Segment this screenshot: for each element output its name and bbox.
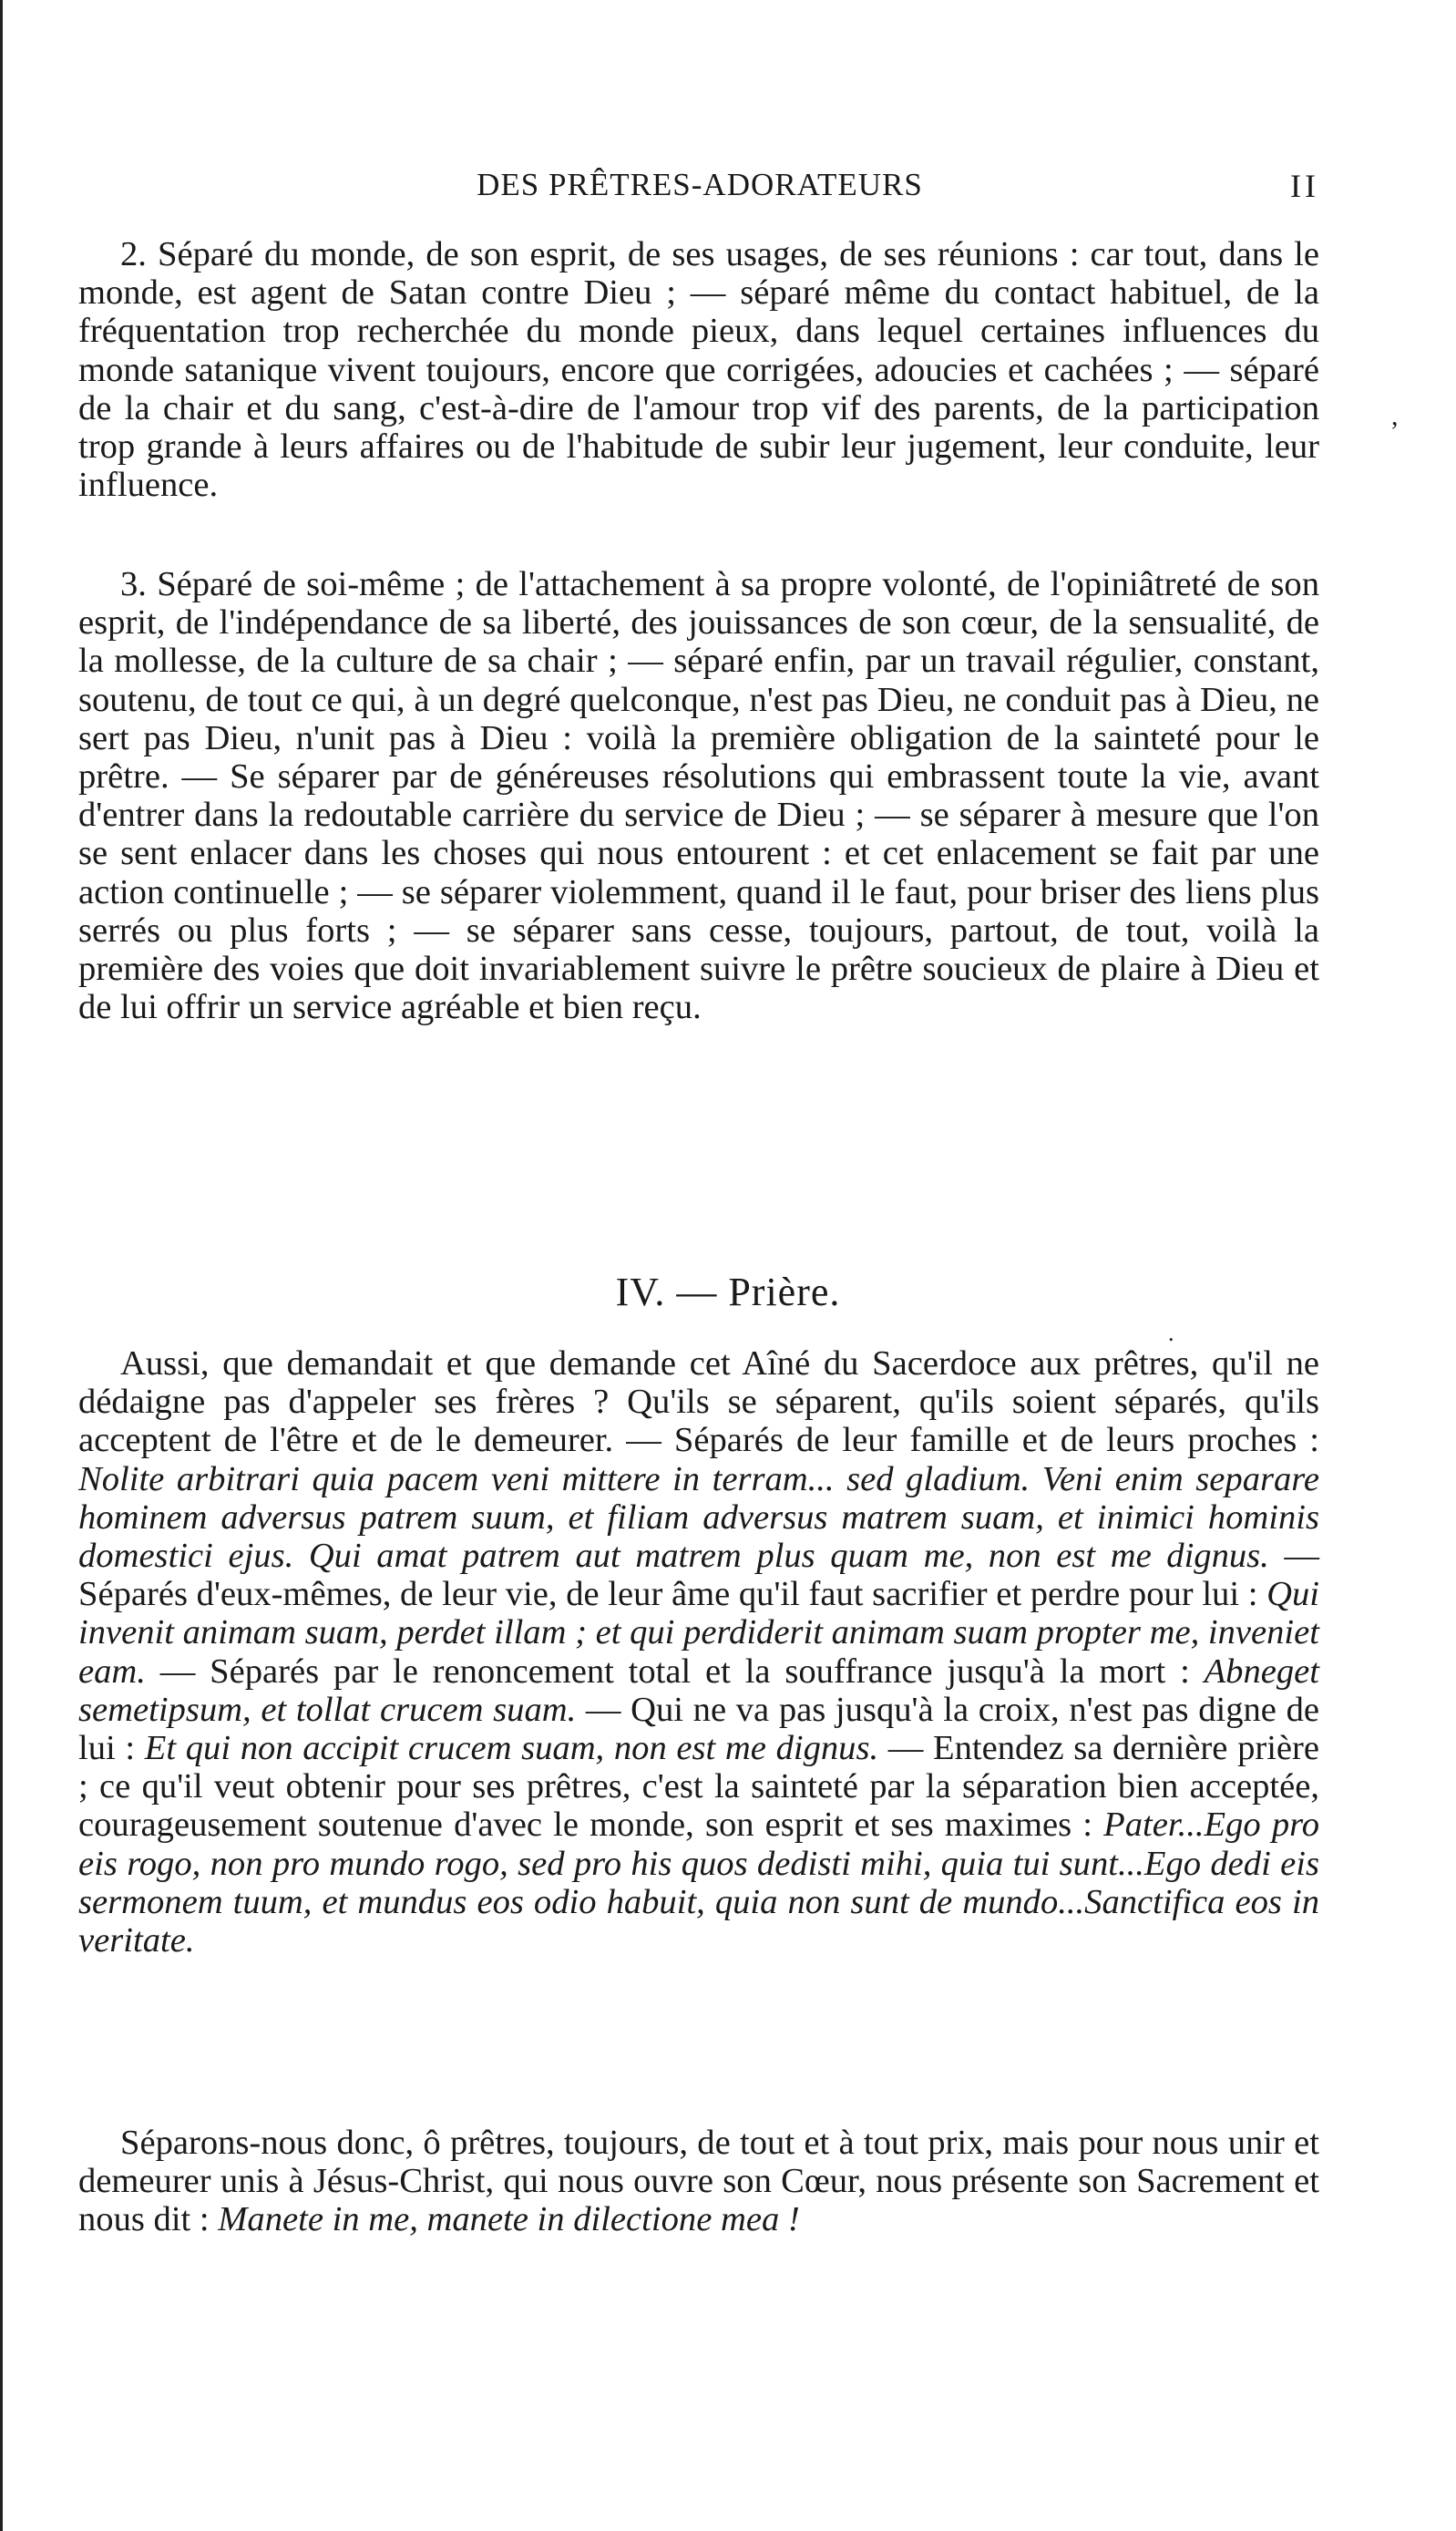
paragraph-3: 3. Séparé de soi-même ; de l'attachement à sa propre volonté, de l'opiniâtreté de son esprit, de l'indépendance de sa liberté, des jouissances de son cœur, de la sensualité, de la mollesse, de la culture de sa chair ; — séparé enfin, par un travail régulier, constant, soutenu, de tout ce qui, à un degré quelconque, n'est pas Dieu, ne conduit pas à Dieu, ne sert pas Dieu, n'unit pas à Dieu : voilà la première obligation de la sainteté pour le prêtre. — Se séparer par de généreuses résolutions qui embrassent toute la vie, avant d'entrer dans la redoutable carrière du service de Dieu ; — se séparer à mesure que l'on se sent enlacer dans les choses qui nous entourent : et cet enlacement se fait par une action continuelle ; — se séparer violemment, quand il le faut, pour briser des liens plus serrés ou plus forts ; — se séparer sans cesse, toujours, partout, de tout, voilà la première des voies que doit invariablement suivre le prêtre soucieux de plaire à Dieu et de lui offrir un service agréable et bien reçu. [78,565,1319,1027]
latin-quotation: Et qui non accipit crucem suam, non est me dignus. [144,1729,879,1768]
latin-quotation: Manete in me, manete in dilectione mea ! [218,2200,800,2239]
text-segment: Aussi, que demandait et que demande cet Aîné du Sacerdoce aux prêtres, qu'il ne dédaigne pas d'appeler ses frères ? Qu'ils se séparent, qu'ils soient séparés, qu'ils acceptent de l'être et de le demeurer. — Séparés de leur famille et de leurs proches : [78,1344,1319,1460]
text-segment: — Séparés d'eux-mêmes, de leur vie, de leur âme qu'il faut sacrifier et perdre pour lui : [78,1537,1319,1614]
page-number: II [1290,168,1319,204]
page-edge-line [0,0,3,2531]
paragraph-priere [78,1344,1319,1960]
text-segment: — Qui ne va pas jusqu'à la croix, n'est pas digne de lui : [78,1690,1319,1768]
stray-comma-mark: , [1391,401,1399,431]
running-header [80,167,1319,212]
latin-quotation: Qui invenit animam suam, perdet illam ; et qui perdiderit animam suam propter me, inveniet eam. [78,1575,1319,1691]
text-segment: — Entendez sa dernière prière ; ce qu'il veut obtenir pour ses prêtres, c'est la sainteté par la séparation bien acceptée, courageusement soutenue d'avec le monde, son esprit et ses maximes : [78,1729,1320,1845]
section-heading: IV. — Prière. [615,1270,841,1314]
latin-quotation: Nolite arbitrari quia pacem veni mittere in terram... sed gladium. Veni enim separare hominem adversus patrem suum, et filiam adversus matrem suam, et inimici hominis domestici ejus. Qui amat patrem aut matrem plus quam me, non est me dignus. [78,1459,1319,1576]
latin-quotation: Pater...Ego pro eis rogo, non pro mundo rogo, sed pro his quos dedisti mihi, quia tui sunt...Ego dedi eis sermonem tuum, et mundus eos odio habuit, quia non sunt de mundo...Sanctifica eos in veritate. [78,1806,1319,1960]
paragraph-2: 2. Séparé du monde, de son esprit, de ses usages, de ses réunions : car tout, dans le monde, est agent de Satan contre Dieu ; — séparé même du contact habituel, de la fréquentation trop recherchée du monde pieux, dans lequel certaines influences du monde satanique vivent toujours, encore que corrigées, adoucies et cachées ; — séparé de la chair et du sang, c'est-à-dire de l'amour trop vif des parents, de la participation trop grande à leurs affaires ou de l'habitude de subir leur jugement, leur conduite, leur influence. [78,235,1319,505]
latin-quotation: Abneget semetipsum, et tollat crucem suam. [78,1651,1319,1729]
text-segment: Séparons-nous donc, ô prêtres, toujours, de tout et à tout prix, mais pour nous unir et demeurer unis à Jésus-Christ, qui nous ouvre son Cœur, nous présente son Sacrement et nous dit : [78,2124,1319,2239]
paragraph-final [78,2124,1319,2239]
stray-dot-mark: . [1168,1320,1174,1346]
running-title: DES PRÊTRES-ADORATEURS [477,167,923,202]
text-segment: — Séparés par le renoncement total et la souffrance jusqu'à la mort : [145,1651,1205,1691]
